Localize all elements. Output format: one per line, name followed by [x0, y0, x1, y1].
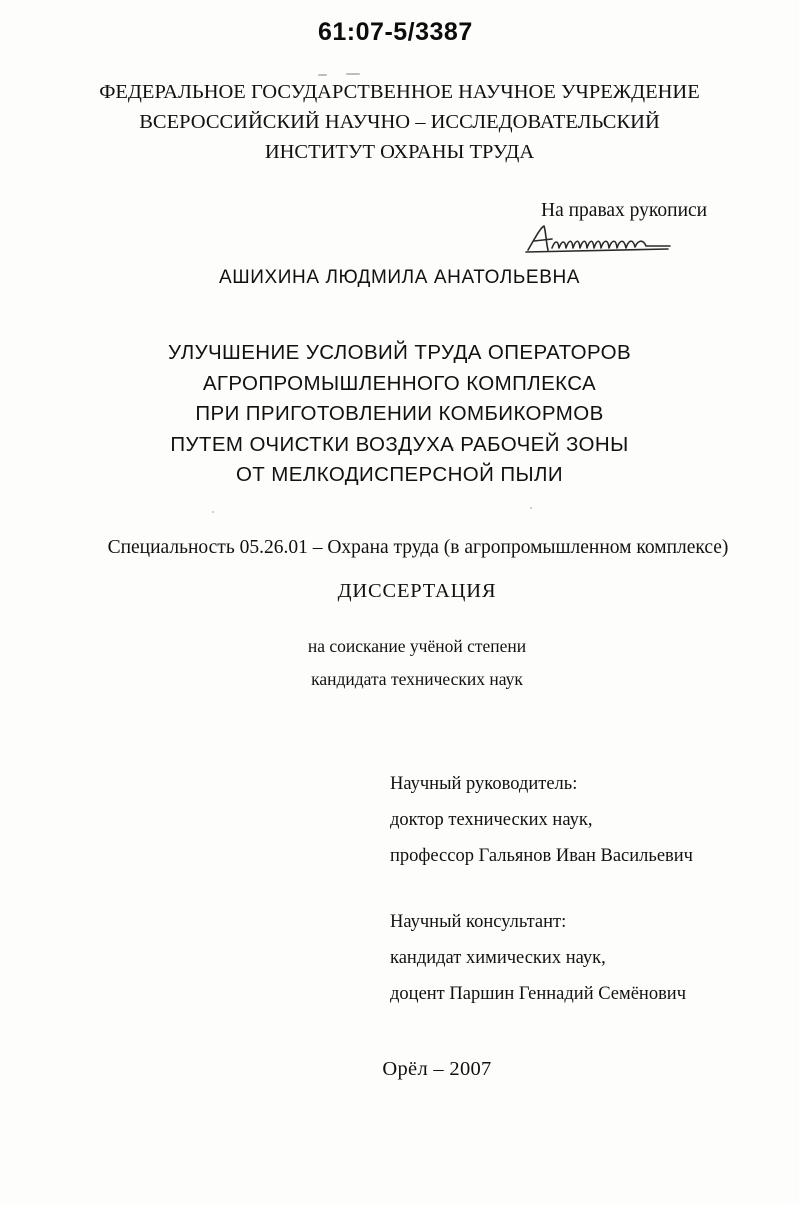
archive-stamp-number: 61:07-5/3387 — [318, 18, 473, 46]
title-line: ОТ МЕЛКОДИСПЕРСНОЙ ПЫЛИ — [235, 463, 564, 486]
organization-line: ИНСТИТУТ ОХРАНЫ ТРУДА — [264, 141, 535, 163]
manuscript-rights-note: На правах рукописи — [541, 200, 708, 221]
title-line: УЛУЧШЕНИЕ УСЛОВИЙ ТРУДА ОПЕРАТОРОВ — [167, 341, 632, 364]
degree-line: кандидата технических наук — [311, 669, 523, 689]
supervisor-degree: доктор технических наук, — [390, 810, 593, 830]
consultant-name: доцент Паршин Геннадий Семёнович — [390, 984, 687, 1004]
title-line: ПРИ ПРИГОТОВЛЕНИИ КОМБИКОРМОВ — [195, 402, 604, 425]
place-and-year: Орёл – 2007 — [382, 1058, 492, 1080]
supervisor-name: профессор Гальянов Иван Васильевич — [390, 846, 693, 866]
dissertation-title — [0, 338, 799, 491]
supervisor-block — [390, 766, 693, 874]
scan-artifact — [346, 73, 360, 75]
specialty-line: Специальность 05.26.01 – Охрана труда (в агропромышленном комплексе) — [107, 537, 729, 558]
organization-line: ФЕДЕРАЛЬНОЕ ГОСУДАРСТВЕННОЕ НАУЧНОЕ УЧРЕЖДЕНИЕ — [99, 81, 700, 103]
consultant-block — [390, 904, 686, 1012]
organization-name — [0, 77, 799, 167]
scan-artifact — [212, 511, 214, 513]
supervisor-role: Научный руководитель: — [390, 774, 578, 794]
degree-sought — [0, 630, 799, 696]
author-name: АШИХИНА ЛЮДМИЛА АНАТОЛЬЕВНА — [218, 267, 581, 288]
scan-artifact — [318, 74, 327, 76]
author-signature — [522, 222, 672, 256]
organization-line: ВСЕРОССИЙСКИЙ НАУЧНО – ИССЛЕДОВАТЕЛЬСКИЙ — [139, 111, 660, 133]
consultant-role: Научный консультант: — [390, 912, 567, 932]
title-line: АГРОПРОМЫШЛЕННОГО КОМПЛЕКСА — [202, 371, 597, 395]
document-type: ДИССЕРТАЦИЯ — [337, 580, 497, 602]
title-line: ПУТЕМ ОЧИСТКИ ВОЗДУХА РАБОЧЕЙ ЗОНЫ — [170, 432, 629, 456]
degree-line: на соискание учёной степени — [307, 636, 527, 656]
consultant-degree: кандидат химических наук, — [390, 948, 606, 968]
scan-artifact — [530, 507, 532, 509]
